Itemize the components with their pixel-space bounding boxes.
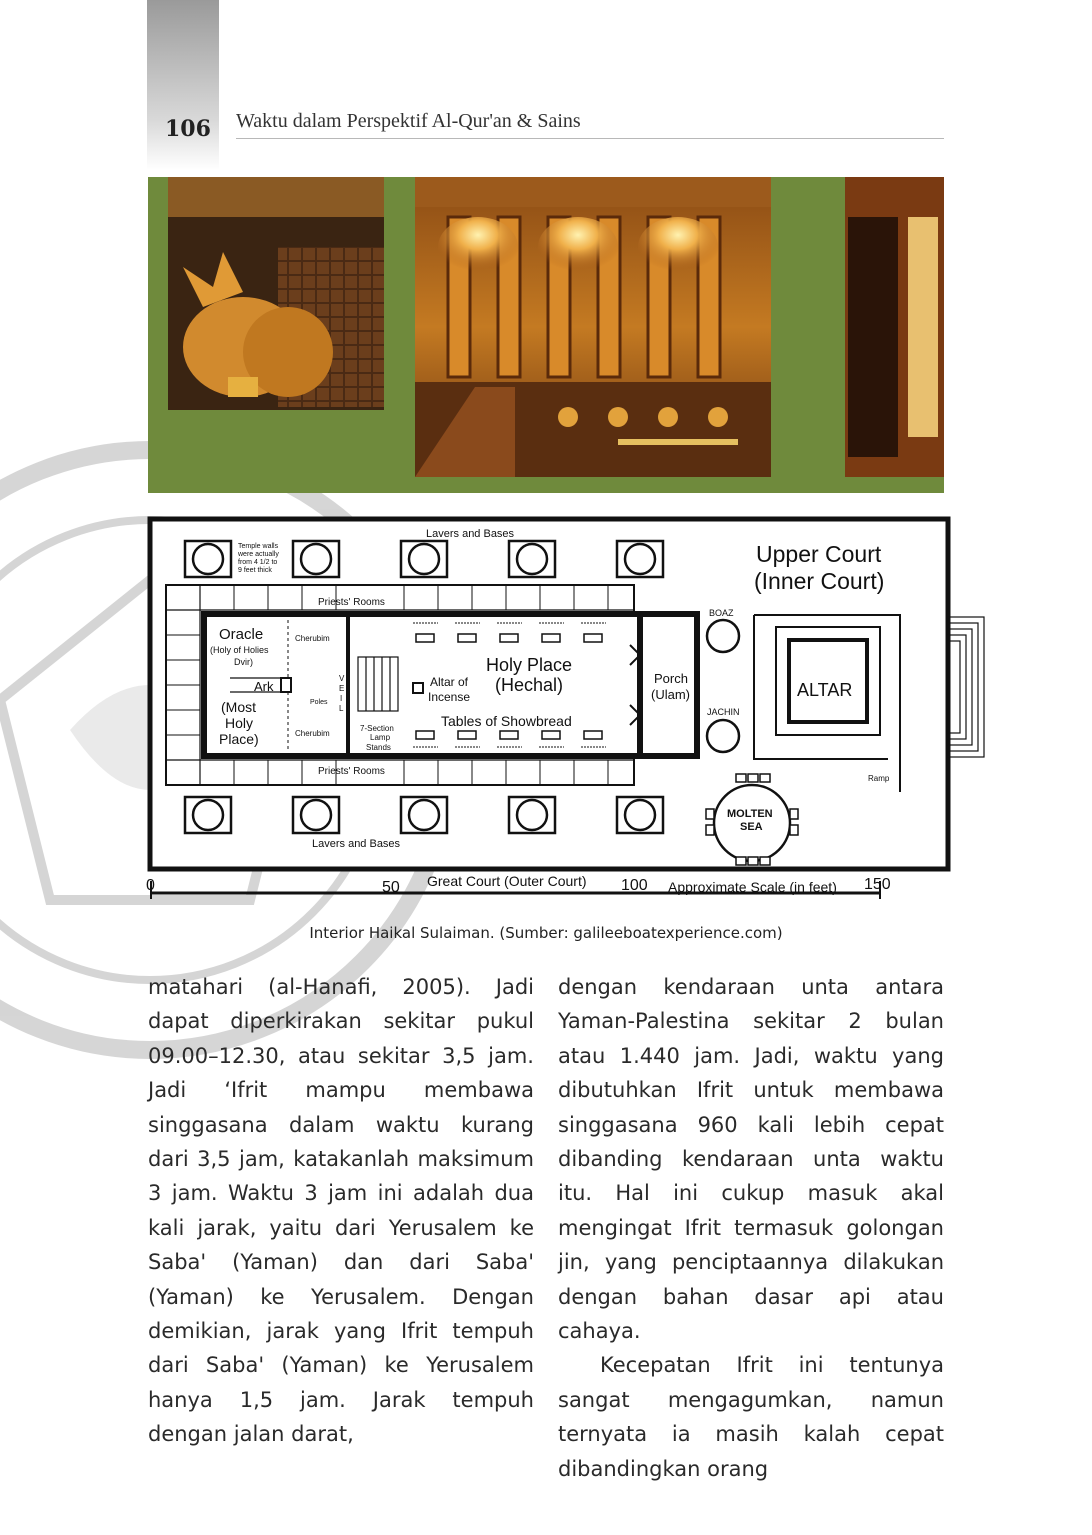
label-dvir: Dvir) <box>234 657 253 667</box>
scale-tick-150: 150 <box>864 876 891 893</box>
label-most-holy-1: (Most <box>221 699 256 715</box>
label-lamp-2: Lamp <box>370 733 391 742</box>
label-upper-court: Upper Court <box>756 541 882 567</box>
paragraph-right-2: Kecepatan Ifrit ini tentunya sangat mengagumkan, namun ternyata ia masih kalah cepat dibandingkan orang <box>558 1353 944 1481</box>
label-lamp-1: 7-Section <box>360 724 394 733</box>
label-porch: Porch <box>654 671 688 686</box>
page-tab <box>147 0 219 170</box>
label-veil-v: V <box>339 674 345 683</box>
label-veil-l: L <box>339 704 344 713</box>
label-inner-court: (Inner Court) <box>754 568 885 594</box>
label-jachin: JACHIN <box>707 707 740 717</box>
label-oracle: Oracle <box>219 626 264 643</box>
label-cherubim-bottom: Cherubim <box>295 729 330 738</box>
label-molten: MOLTEN <box>727 808 773 820</box>
label-altar: ALTAR <box>797 680 853 700</box>
figure-caption: Interior Haikal Sulaiman. (Sumber: galileeboatexperience.com) <box>309 924 783 942</box>
body-column-right <box>558 970 944 1486</box>
label-lavers-bottom: Lavers and Bases <box>312 838 401 850</box>
label-most-holy-2: Holy <box>225 715 254 731</box>
paragraph-right-1: dengan kendaraan unta antara Yaman-Palestina sekitar 2 bulan atau 1.440 jam. Jadi, waktu yang dibutuhkan Ifrit untuk membawa singgasana 960 kali lebih cepat dibanding kendaraan unta waktu itu. Hal ini cukup masuk akal mengingat Ifrit termasuk golongan jin, yang penciptaannya dilakukan dengan bahan dasar api atau cahaya. <box>558 975 944 1344</box>
page-number: 106 <box>165 116 211 142</box>
temple-floor-plan <box>148 515 988 910</box>
label-incense: Incense <box>428 690 471 704</box>
label-hechal: (Hechal) <box>495 675 564 695</box>
running-title: Waktu dalam Perspektif Al-Qur'an & Sains <box>236 110 581 132</box>
label-lavers-top: Lavers and Bases <box>426 528 515 540</box>
body-column-left <box>148 970 534 1452</box>
label-holy-of-holies: (Holy of Holies <box>210 645 269 655</box>
label-ark: Ark <box>254 679 274 694</box>
label-poles: Poles <box>310 699 328 706</box>
label-priests-rooms-bottom: Priests' Rooms <box>318 766 385 777</box>
label-great-court: Great Court (Outer Court) <box>427 873 587 889</box>
label-holy-place: Holy Place <box>486 655 573 675</box>
label-ulam: (Ulam) <box>651 687 690 702</box>
label-ramp: Ramp <box>868 774 890 783</box>
label-most-holy-3: Place) <box>219 731 259 747</box>
label-walls-1: Temple walls <box>238 543 279 550</box>
label-cherubim-top: Cherubim <box>295 634 330 643</box>
label-walls-2: were actually <box>238 551 279 558</box>
label-veil-e: E <box>339 684 345 693</box>
label-walls-4: 9 feet thick <box>238 567 272 574</box>
scale-tick-100: 100 <box>621 877 648 894</box>
label-sea: SEA <box>740 821 763 833</box>
label-lamp-3: Stands <box>366 743 391 752</box>
label-priests-rooms-top: Priests' Rooms <box>318 597 385 608</box>
temple-interior-illustration <box>148 177 944 493</box>
paragraph-left: matahari (al-Hanafi, 2005). Jadi dapat diperkirakan sekitar pukul 09.00–12.30, atau sekitar 3,5 jam. Jadi ‘Ifrit mampu membawa singgasana dalam waktu kurang dari 3,5 jam, katakanlah maksimum 3 jam. Waktu 3 jam ini adalah dua kali jarak, yaitu dari Yerusalem ke Saba' (Yaman) dan dari Saba' (Yaman) ke Yerusalem. Dengan demikian, jarak yang Ifrit tempuh dari Saba' (Yaman) ke Yerusalem hanya 1,5 jam. Jarak tempuh dengan jalan darat, <box>148 975 534 1447</box>
scale-tick-50: 50 <box>382 879 400 896</box>
label-veil-i: I <box>340 694 343 703</box>
label-boaz: BOAZ <box>709 608 734 618</box>
label-walls-3: from 4 1/2 to <box>238 559 278 566</box>
label-tables-showbread: Tables of Showbread <box>441 713 572 729</box>
scale-tick-0: 0 <box>146 877 155 894</box>
header-rule <box>236 138 944 139</box>
label-approx-scale: Approximate Scale (in feet) <box>668 879 837 895</box>
label-altar-of: Altar of <box>430 675 469 689</box>
